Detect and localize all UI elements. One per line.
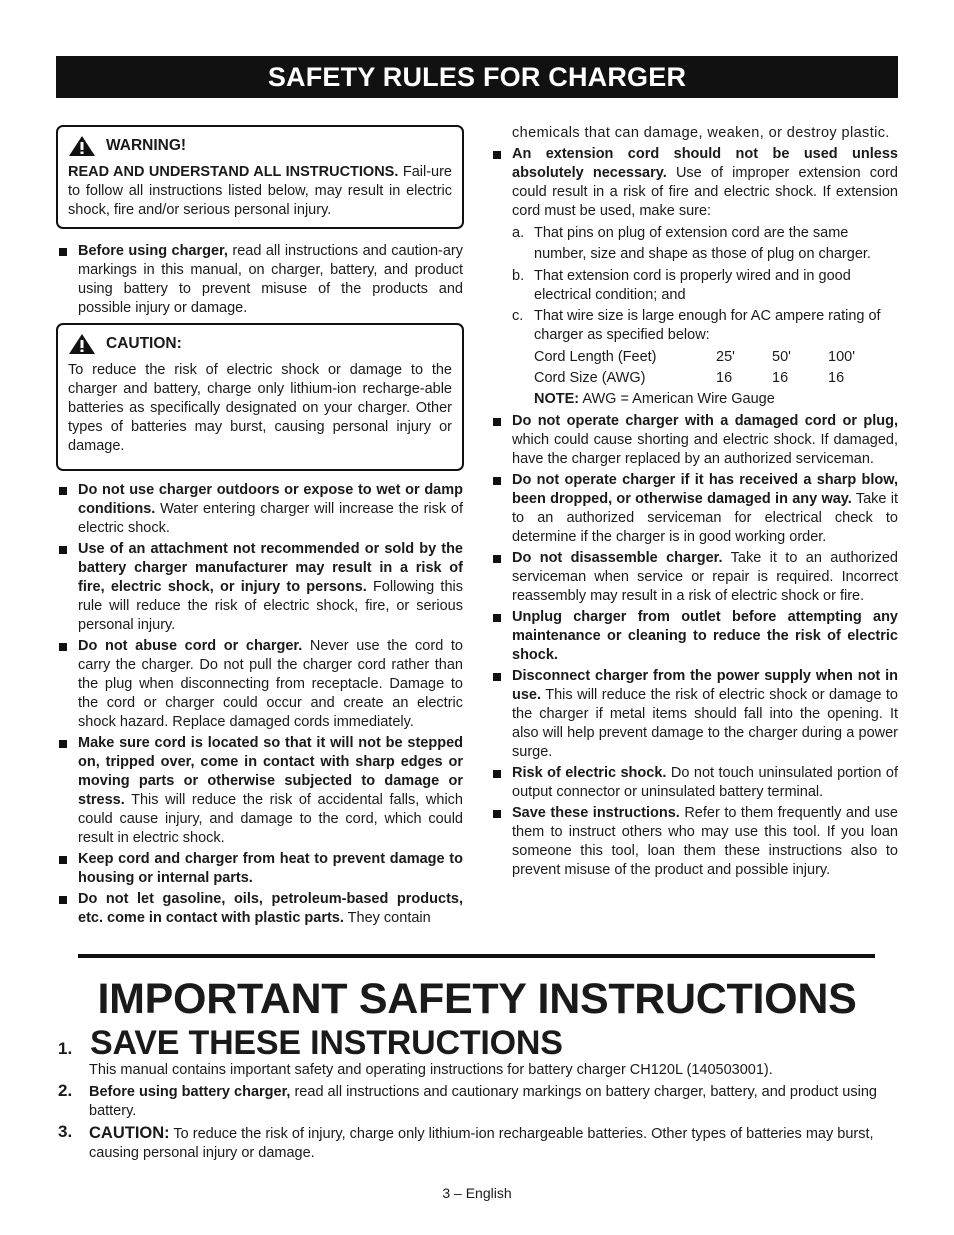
bullet-square — [59, 856, 67, 864]
caution-triangle-icon — [68, 333, 96, 355]
warning-header — [68, 135, 452, 157]
bullet-item — [492, 608, 898, 665]
left-bullet-list — [58, 481, 463, 930]
bullet-square — [493, 614, 501, 622]
bullet-item — [492, 667, 898, 762]
bullet-bold: Do not operate charger if it has received a sharp blow, been dropped, or otherwise damaged in any way. — [512, 472, 898, 507]
bullet-square — [59, 487, 67, 495]
bullet-square — [59, 248, 67, 256]
item-bold: Before using battery charger, — [89, 1084, 291, 1100]
bullet-square — [493, 555, 501, 563]
note-label: NOTE: — [534, 391, 580, 407]
bullet-item — [58, 481, 463, 538]
numbered-item-3 — [56, 1124, 898, 1163]
item-number: 3. — [58, 1122, 73, 1141]
bullet-bold: Use of an attachment not recommended or sold by the battery charger manufacturer may result in a risk of fire, electric shock, or injury to persons. — [78, 541, 463, 595]
cord-row-label: Cord Length (Feet) — [534, 349, 657, 365]
bullet-item — [58, 850, 463, 888]
bullet-bold: Disconnect charger from the power supply when not in use. — [512, 668, 898, 703]
bullet-bold: Before using charger, — [78, 243, 228, 259]
bullet-bold: Do not operate charger with a damaged cord or plug, — [512, 413, 898, 429]
caution-heading: CAUTION: — [106, 335, 182, 352]
bullet-square — [493, 151, 501, 159]
sub-letter: c. — [512, 308, 524, 324]
warning-text — [68, 163, 452, 220]
sub-letter: a. — [512, 225, 525, 241]
bullet-square — [493, 477, 501, 485]
cord-table — [512, 347, 898, 410]
section-divider — [78, 954, 875, 958]
cord-row-label: Cord Size (AWG) — [534, 370, 646, 386]
warning-heading: WARNING! — [106, 137, 187, 154]
bullet-text: They contain — [343, 910, 431, 926]
bullet-square — [59, 546, 67, 554]
continuation-text: chemicals that can damage, weaken, or destroy plastic. — [512, 125, 890, 141]
warning-triangle-icon — [68, 135, 96, 157]
sub-text: That wire size is large enough for AC ampere rating of charger as specified below: — [534, 308, 881, 343]
sub-text: That extension cord is properly wired and in good electrical condition; and — [534, 268, 851, 303]
note-text: AWG = American Wire Gauge — [579, 391, 775, 407]
item-text: read all instructions and cautionary markings on battery charger, battery, and product using battery. — [89, 1084, 877, 1119]
item-text: To reduce the risk of injury, charge only lithium-ion rechargeable batteries. Other types of batteries may burst, causing personal injury or damage. — [89, 1126, 874, 1161]
bullet-item — [58, 540, 463, 635]
bullet-text: Following this rule will reduce the risk of electric shock, fire, or serious personal injury. — [78, 579, 463, 633]
bullet-text: This will reduce the risk of electric shock or damage to the charger if metal items should fall into the opening. It also will help prevent damage to the charger during a power surge. — [512, 687, 898, 760]
numbered-list — [56, 1024, 898, 1163]
save-these-title: SAVE THESE INSTRUCTIONS — [90, 1024, 563, 1062]
bullet-text: Refer to them frequently and use them to instruct others who may use this tool. If you loan someone this tool, loan them these instructions also to prevent misuse of the product and possible injury. — [512, 805, 898, 878]
bullet-extension-cord — [492, 145, 898, 221]
important-safety-title: IMPORTANT SAFETY INSTRUCTIONS — [97, 975, 857, 1023]
bullet-item — [492, 764, 898, 802]
bullet-square — [59, 896, 67, 904]
bullet-bold: Do not use charger outdoors or expose to wet or damp conditions. — [78, 482, 463, 517]
cord-cell: 16 — [828, 370, 845, 386]
bullet-text: Take it to an authorized serviceman when service or repair is required. Incorrect reassembly may result in a risk of electric shock or fire. — [512, 550, 898, 604]
sub-text: That pins on plug of extension cord are the same number, size and shape as those of plug on charger. — [534, 225, 871, 262]
cord-table-row — [534, 347, 898, 368]
bullet-item — [492, 471, 898, 547]
bullet-text: Use of improper extension cord could result in a risk of fire and electric shock. If extension cord must be used, make sure: — [512, 165, 899, 219]
bullet-item — [58, 734, 463, 848]
bullet-bold: Do not let gasoline, oils, petroleum-based products, etc. come in contact with plastic parts. — [78, 891, 463, 926]
sub-list — [492, 223, 898, 410]
numbered-item-1 — [56, 1024, 898, 1063]
bullet-before-using-charger — [58, 242, 463, 318]
item-bold: CAUTION: — [89, 1124, 170, 1142]
item1-text: This manual contains important safety and operating instructions for battery charger CH120L (140503001). — [89, 1062, 773, 1078]
sub-letter: b. — [512, 268, 525, 284]
cord-cell: 25' — [716, 349, 735, 365]
bullet-text: Never use the cord to carry the charger. Do not pull the charger cord rather than the plug when disconnecting from receptacle. Damage to the cord or charger could occur and create an electric shock hazard. Replace damaged cords immediately. — [78, 638, 463, 730]
bullet-item — [58, 637, 463, 732]
numbered-item-2 — [56, 1083, 898, 1121]
bullet-item — [58, 890, 463, 928]
bullet-square — [493, 673, 501, 681]
cord-note — [534, 389, 898, 410]
intro-section — [58, 242, 463, 320]
bullet-square — [493, 418, 501, 426]
cord-cell: 50' — [772, 349, 791, 365]
bullet-bold: Keep cord and charger from heat to prevent damage to housing or internal parts. — [78, 851, 463, 886]
bullet-bold: Do not disassemble charger. — [512, 550, 723, 566]
sub-item — [512, 307, 898, 345]
bullet-bold: Unplug charger from outlet before attempting any maintenance or cleaning to reduce the risk of electric shock. — [512, 609, 898, 663]
bullet-text: Take it to an authorized serviceman for electrical check to determine if the charger is in good working order. — [512, 491, 898, 545]
bullet-square — [59, 740, 67, 748]
cord-cell: 16 — [772, 370, 789, 386]
bullet-text: read all instructions and caution-ary markings in this manual, on charger, battery, and product using battery to prevent misuse of the products and possible injury or damage. — [78, 243, 463, 316]
bullet-item — [492, 804, 898, 880]
section-banner: SAFETY RULES FOR CHARGER — [56, 56, 898, 98]
bullet-text: This will reduce the risk of accidental falls, which could cause injury, and damage to the cord, which could result in electric shock. — [78, 792, 463, 846]
bullet-bold: Do not abuse cord or charger. — [78, 638, 303, 654]
bullet-item — [492, 412, 898, 469]
sub-item — [512, 223, 898, 265]
bullet-bold: An extension cord should not be used unless absolutely necessary. — [512, 146, 898, 181]
bullet-square — [493, 770, 501, 778]
bullet-text: Do not touch uninsulated portion of output connector or uninsulated battery terminal. — [512, 765, 898, 800]
cord-cell: 100' — [828, 349, 855, 365]
cord-table-row — [534, 368, 898, 389]
bullet-text: Water entering charger will increase the risk of electric shock. — [78, 501, 463, 536]
caution-header — [68, 333, 452, 355]
bullet-square — [59, 643, 67, 651]
item-number: 2. — [58, 1081, 73, 1100]
bullet-item — [492, 549, 898, 606]
cord-cell: 16 — [716, 370, 733, 386]
page-footer: 3 – English — [442, 1185, 512, 1201]
bullet-bold: Risk of electric shock. — [512, 765, 667, 781]
warning-bold: READ AND UNDERSTAND ALL INSTRUCTIONS. — [68, 164, 399, 180]
bullet-bold: Save these instructions. — [512, 805, 680, 821]
caution-box — [56, 323, 464, 471]
item-number: 1. — [58, 1039, 73, 1058]
right-column — [492, 124, 898, 882]
bullet-text: which could cause shorting and electric shock. If damaged, have the charger replaced by an authorized serviceman. — [512, 432, 898, 467]
sub-item — [512, 267, 898, 305]
bullet-square — [493, 810, 501, 818]
warning-box — [56, 125, 464, 229]
bullet-bold: Make sure cord is located so that it will not be stepped on, tripped over, come in contact with sharp edges or moving parts or otherwise subjected to damage or stress. — [78, 735, 463, 808]
warning-body: Fail-ure to follow all instructions listed below, may result in electric shock, fire and/or serious personal injury. — [68, 164, 452, 218]
caution-text: To reduce the risk of electric shock or damage to the charger and battery, charge only lithium-ion recharge-able batteries as specifically designated on your charger. Other types of batteries may burst, causing personal injury or damage. — [68, 362, 452, 454]
